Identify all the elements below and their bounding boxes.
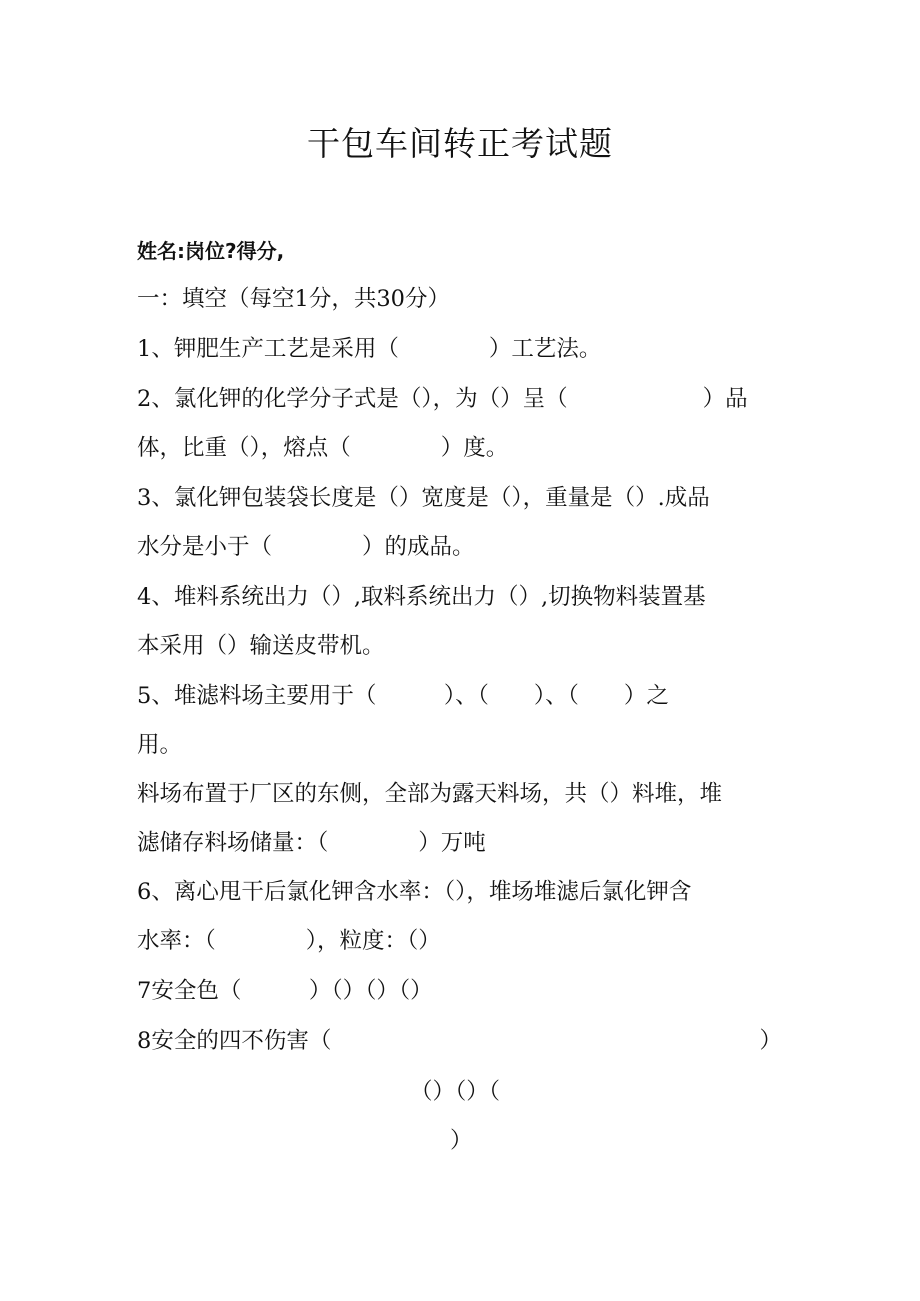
question-7: 7安全色（ ）（）（）（）	[137, 978, 433, 1004]
question-6-line-2: 水率：（ ），粒度：（）	[137, 928, 441, 954]
question-5-line-2: 用。	[137, 732, 183, 758]
question-4-line-2: 本采用（）输送皮带机。	[137, 633, 385, 659]
question-1: 1、钾肥生产工艺是采用（ ）工艺法。	[137, 336, 602, 362]
section-heading: 一：填空（每空1分，共30分）	[137, 286, 450, 312]
question-4-line-1: 4、堆料系统出力（）,取料系统出力（）,切换物料装置基	[137, 584, 706, 610]
name-position-score-line: 姓名:岗位?得分,	[137, 239, 285, 263]
question-8-closing-paren: ）	[759, 1028, 782, 1054]
question-6-line-1: 6、离心甩干后氯化钾含水率：（），堆场堆滤后氯化钾含	[137, 879, 692, 905]
question-2-line-2: 体，比重（），熔点（ ）度。	[137, 435, 509, 461]
question-3-line-2: 水分是小于（ ）的成品。	[137, 534, 475, 560]
stockyard-line-2: 滤储存料场储量：（ ）万吨	[137, 830, 486, 856]
question-5-line-1: 5、堆滤料场主要用于（ ）、（ ）、（ ）之	[137, 683, 669, 709]
question-8-line-3: ）	[450, 1128, 473, 1154]
question-3-line-1: 3、氯化钾包装袋长度是（）宽度是（），重量是（）.成品	[137, 485, 710, 511]
stockyard-line-1: 料场布置于厂区的东侧，全部为露天料场，共（）料堆，堆	[137, 781, 723, 807]
question-8-line-1: 8安全的四不伤害（	[137, 1028, 332, 1054]
question-2-line-1: 2、氯化钾的化学分子式是（），为（）呈（ ）品	[137, 386, 748, 412]
page-title: 干包车间转正考试题	[307, 124, 613, 163]
question-8-line-2: （）（）（	[410, 1079, 501, 1105]
